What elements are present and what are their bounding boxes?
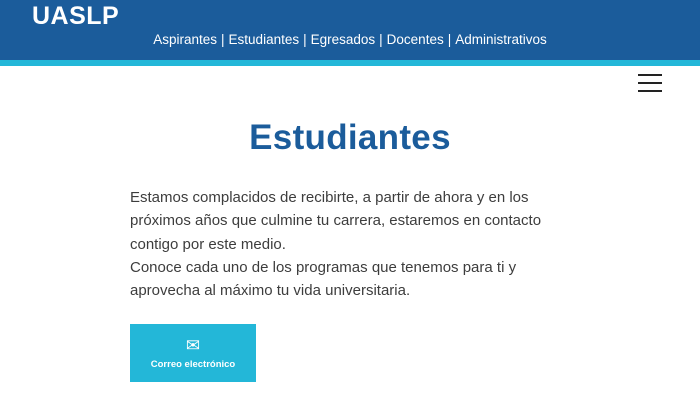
nav-separator: | [447,32,452,47]
email-button[interactable] [130,324,256,382]
hamburger-line [638,74,662,76]
page-title: Estudiantes [249,118,451,157]
right-margin-rail [570,126,700,400]
hamburger-line [638,82,662,84]
main-content [0,66,700,400]
primary-nav [0,32,700,47]
left-margin-rail [0,126,130,400]
site-header [0,0,700,60]
nav-item-egresados[interactable]: Egresados [310,32,376,47]
intro-text [130,158,570,302]
envelope-icon: ✉ [185,335,201,355]
hamburger-menu-icon[interactable] [638,74,662,92]
nav-separator: | [379,32,383,47]
nav-item-estudiantes[interactable]: Estudiantes [228,32,300,47]
hamburger-line [638,90,662,92]
intro-paragraph-2: Conoce cada uno de los programas que tenemos para ti y aprovecha al máximo tu vida universitaria. [130,258,517,299]
content-column [130,66,570,400]
nav-item-administrativos[interactable]: Administrativos [455,32,547,47]
nav-separator: | [221,32,225,47]
email-button-label: Correo electrónico [150,358,236,370]
nav-separator: | [303,32,307,47]
nav-item-docentes[interactable]: Docentes [386,32,444,47]
intro-paragraph-1: Estamos complacidos de recibirte, a partir de ahora y en los próximos años que culmine tu carrera, estaremos en contacto contigo por este medio. [130,189,542,253]
site-brand[interactable]: UASLP [32,2,120,30]
nav-item-aspirantes[interactable]: Aspirantes [153,32,218,47]
